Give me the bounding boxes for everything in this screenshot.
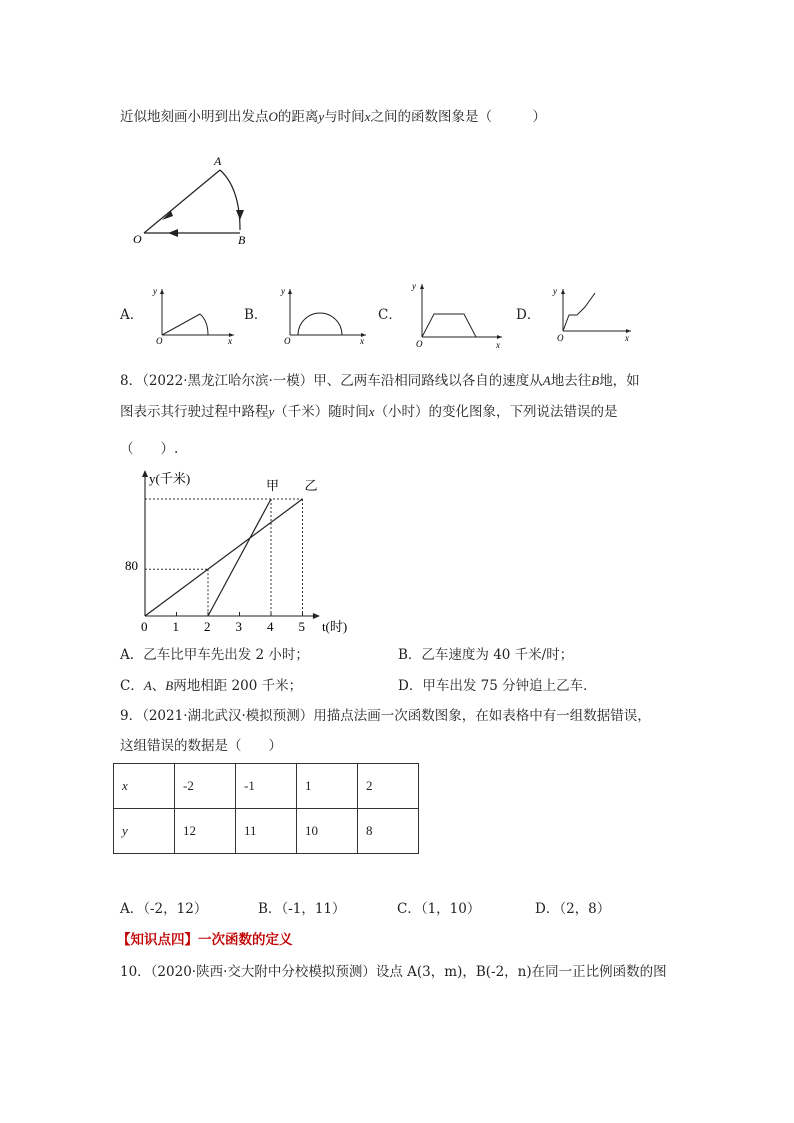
point-a-label: A	[214, 154, 222, 168]
q9-option-c[interactable]: C．（1，10）	[397, 901, 481, 917]
table-cell: 11	[236, 809, 297, 854]
x-axis-arrow	[313, 613, 320, 619]
svg-text:y: y	[153, 286, 157, 296]
q8-option-b[interactable]: B．乙车速度为 40 千米/时；	[398, 647, 574, 663]
x-tick-label: 4	[267, 619, 274, 634]
svg-text:O: O	[416, 339, 423, 349]
svg-text:O: O	[284, 336, 291, 346]
x-tick-label: 5	[298, 619, 305, 634]
q7-graph-a	[148, 285, 238, 345]
x-tick-label: 2	[204, 619, 211, 634]
point-b-label: B	[238, 233, 246, 247]
table-cell: -1	[236, 764, 297, 809]
q7-graph-b	[280, 285, 370, 345]
svg-text:O: O	[156, 336, 163, 346]
series-yi-label: 乙	[304, 478, 318, 493]
x-tick-label: 1	[172, 619, 179, 634]
svg-text:y: y	[281, 286, 285, 296]
x-axis-label: t(时)	[321, 619, 348, 634]
q8-line-1: 8．（2022·黑龙江哈尔滨·一模）甲、乙两车沿相同路线以各自的速度从A地去往B地，如	[120, 373, 640, 389]
x-tick-label: 3	[235, 619, 242, 634]
svg-text:x: x	[360, 336, 364, 346]
y-tick-label: 80	[125, 558, 138, 574]
q8-option-d[interactable]: D．甲车出发 75 分钟追上乙车．	[398, 678, 597, 694]
table-cell: -2	[175, 764, 236, 809]
q7-route-figure	[128, 150, 288, 250]
svg-text:y: y	[553, 286, 557, 296]
table-cell: 8	[358, 809, 419, 854]
svg-text:x: x	[228, 336, 232, 346]
q9-data-table	[113, 763, 419, 854]
q8-option-a[interactable]: A．乙车比甲车先出发 2 小时；	[120, 647, 309, 663]
series-jia-label: 甲	[266, 478, 280, 493]
table-cell: x	[114, 764, 175, 809]
table-cell: y	[114, 809, 175, 854]
q9-option-d[interactable]: D．（2，8）	[535, 901, 611, 917]
svg-text:x: x	[625, 333, 629, 343]
q8-line-3: （ ）.	[120, 441, 179, 457]
section-heading: 【知识点四】一次函数的定义	[117, 932, 293, 948]
q9-line-1: 9．（2021·湖北武汉·模拟预测）用描点法画一次函数图象，在如表格中有一组数据错误，	[120, 708, 651, 724]
q8-distance-time-chart	[120, 466, 360, 636]
table-cell: 1	[297, 764, 358, 809]
table-row	[114, 809, 419, 854]
table-cell: 12	[175, 809, 236, 854]
q7-option-b[interactable]: B．	[244, 307, 268, 323]
q7-stem: 近似地刻画小明到出发点O的距离y与时间x之间的函数图象是（ ）	[120, 109, 546, 125]
series-jia-line	[208, 499, 271, 616]
point-o-label: O	[133, 232, 142, 246]
y-axis-arrow	[142, 470, 148, 477]
svg-text:x: x	[496, 340, 500, 350]
y-axis-label: y(千米)	[149, 471, 191, 486]
q7-option-d[interactable]: D．	[516, 307, 541, 323]
table-cell: 10	[297, 809, 358, 854]
svg-text:y: y	[412, 281, 416, 291]
q10-line-1: 10．（2020·陕西·交大附中分校模拟预测）设点 A(3，m)，B(-2，n)在同一正比例函数的图	[120, 964, 667, 980]
q7-option-c[interactable]: C．	[378, 307, 402, 323]
q8-option-c[interactable]: C．A、B两地相距 200 千米；	[120, 678, 303, 694]
q7-graph-c	[406, 280, 506, 350]
q7-graph-d	[545, 285, 635, 345]
q9-option-a[interactable]: A．（-2，12）	[120, 901, 208, 917]
q9-line-2: 这组错误的数据是（ ）	[120, 738, 282, 754]
series-yi-line	[145, 499, 303, 616]
table-cell: 2	[358, 764, 419, 809]
svg-text:O: O	[557, 333, 564, 343]
q9-option-b[interactable]: B．（-1，11）	[258, 901, 346, 917]
x-tick-label: 0	[141, 619, 148, 634]
table-row	[114, 764, 419, 809]
q7-option-a[interactable]: A．	[120, 307, 144, 323]
q8-line-2: 图表示其行驶过程中路程y（千米）随时间x（小时）的变化图象，下列说法错误的是	[120, 404, 618, 420]
